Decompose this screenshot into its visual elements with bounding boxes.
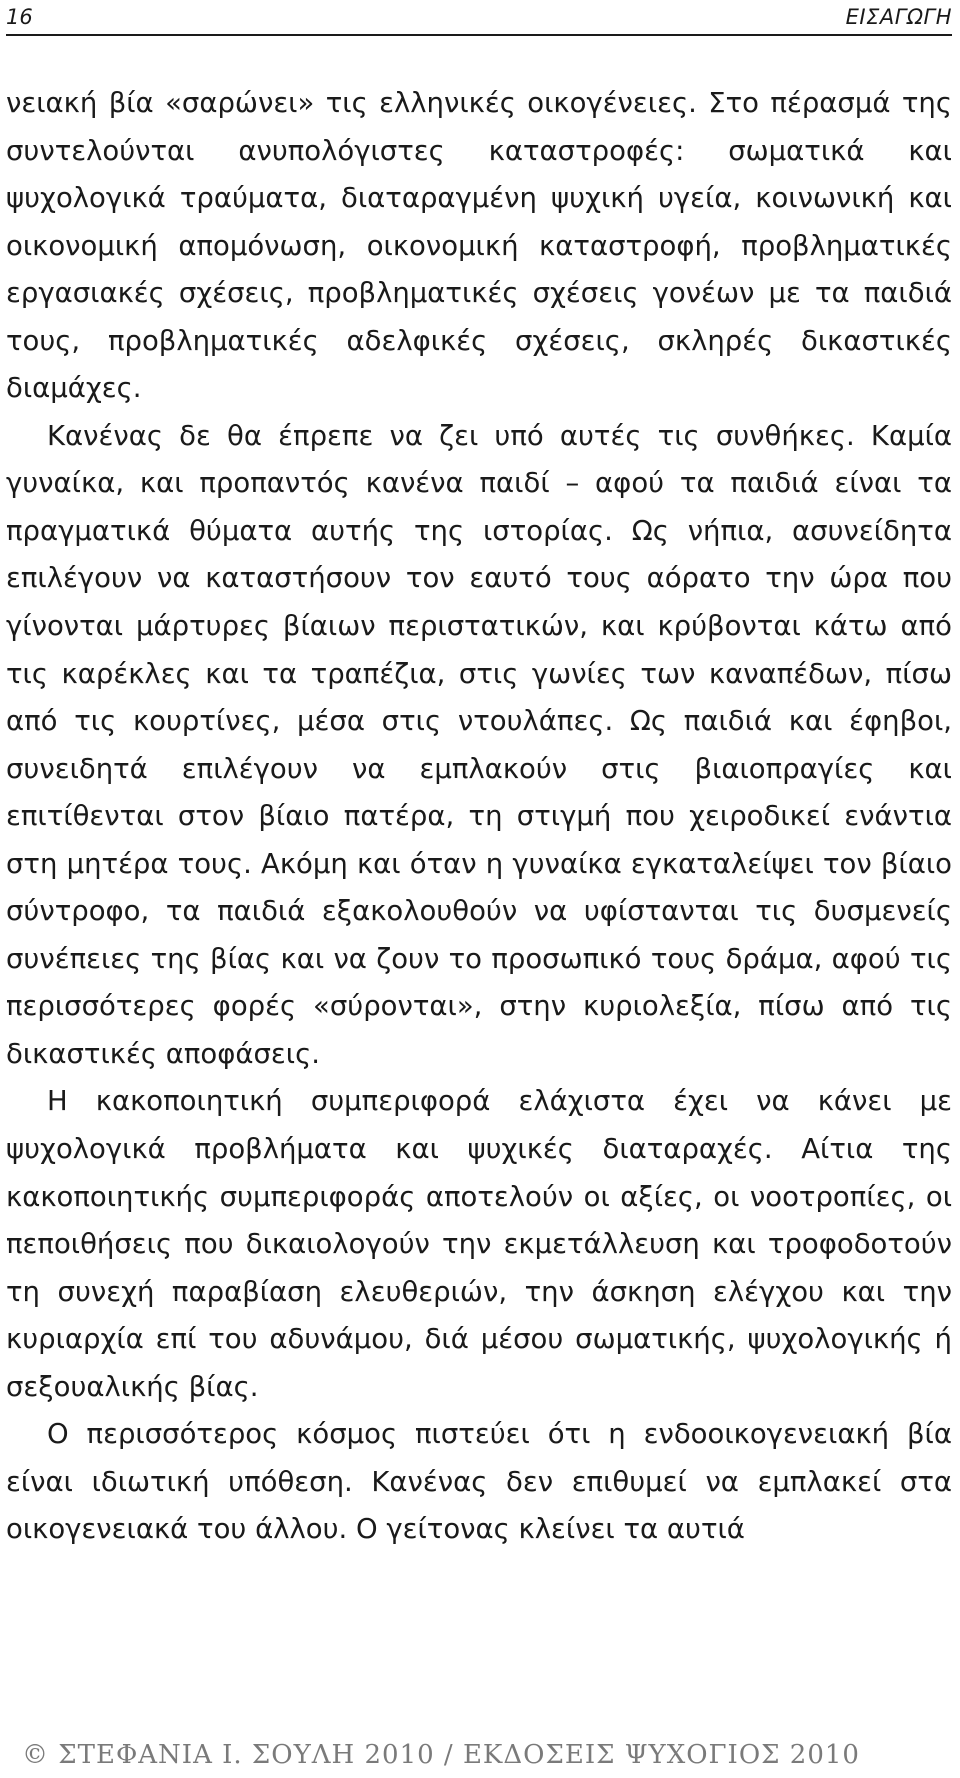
paragraph-private-matter: Ο περισσότερος κόσμος πιστεύει ότι η ενδοοικογενειακή βία είναι ιδιωτική υπόθεση. Κανένας δεν επιθυμεί να εμπλακεί στα οικογενειακά του άλλου. Ο γείτονας κλείνει τα αυτιά bbox=[6, 1418, 952, 1546]
paragraph-continued: νειακή βία «σαρώνει» τις ελληνικές οικογένειες. Στο πέρασμά της συντελούνται ανυπολόγιστες καταστροφές: σωματικά και ψυχολογικά τραύματα, διαταραγμένη ψυχική υγεία, κοινωνική και οικονομική απομόνωση, οικονομική καταστροφή, προβληματικές εργασιακές σχέσεις, προβληματικές σχέσεις γονέων με τα παιδιά τους, προβληματικές αδελφικές σχέσεις, σκληρές δικαστικές διαμάχες. bbox=[6, 87, 952, 405]
body-text bbox=[6, 80, 952, 1554]
copyright-footer: © ΣΤΕΦΑΝΙΑ Ι. ΣΟΥΛΗ 2010 / ΕΚΔΟΣΕΙΣ ΨΥΧΟΓΙΟΣ 2010 bbox=[22, 1740, 860, 1770]
chapter-title: ΕΙΣΑΓΩΓΗ bbox=[845, 5, 952, 29]
paragraph-abusive-behavior: Η κακοποιητική συμπεριφορά ελάχιστα έχει να κάνει με ψυχολογικά προβλήματα και ψυχικές διαταραχές. Αίτια της κακοποιητικής συμπεριφοράς αποτελούν οι αξίες, οι νοοτροπίες, οι πεποιθήσεις που δικαιολογούν την εκμετάλλευση και τροφοδοτούν τη συνεχή παραβίαση ελευθεριών, την άσκηση ελέγχου και την κυριαρχία επί του αδυνάμου, διά μέσου σωματικής, ψυχολογικής ή σεξουαλικής βίας. bbox=[6, 1085, 952, 1403]
page-number: 16 bbox=[6, 5, 33, 29]
paragraph-children: Κανένας δε θα έπρεπε να ζει υπό αυτές τις συνθήκες. Καμία γυναίκα, και προπαντός κανένα παιδί – αφού τα παιδιά είναι τα πραγματικά θύματα αυτής της ιστορίας. Ως νήπια, ασυνείδητα επιλέγουν να καταστήσουν τον εαυτό τους αόρατο την ώρα που γίνονται μάρτυρες βίαιων περιστατικών, και κρύβονται κάτω από τις καρέκλες και τα τραπέζια, στις γωνίες των καναπέδων, πίσω από τις κουρτίνες, μέσα στις ντουλάπες. Ως παιδιά και έφηβοι, συνειδητά επιλέγουν να εμπλακούν στις βιαιοπραγίες και επιτίθενται στον βίαιο πατέρα, τη στιγμή που χειροδικεί ενάντια στη μητέρα τους. Ακόμη και όταν η γυναίκα εγκαταλείψει τον βίαιο σύντροφο, τα παιδιά εξακολουθούν να υφίστανται τις δυσμενείς συνέπειες της βίας και να ζουν το προσωπικό τους δράμα, αφού τις περισσότερες φορές «σύρονται», στην κυριολεξία, πίσω από τις δικαστικές αποφάσεις. bbox=[6, 419, 952, 1070]
running-head bbox=[6, 2, 952, 36]
